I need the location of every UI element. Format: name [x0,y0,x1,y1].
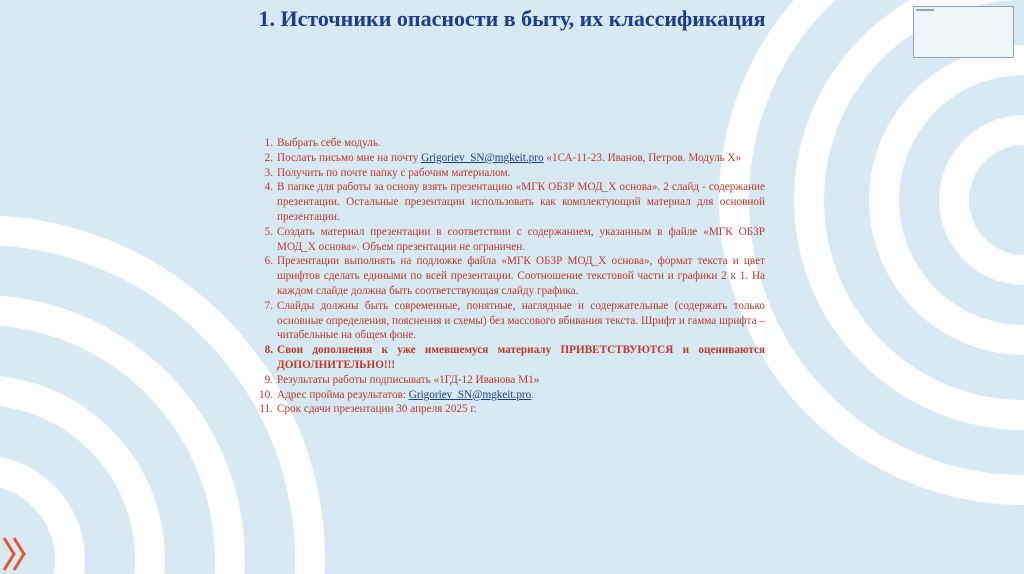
email-link[interactable]: Grigoriev_SN@mgkeit.pro [421,151,544,164]
item-number: 3. [264,166,273,179]
next-slide-arrow-icon[interactable] [0,534,34,574]
instructions-list [253,136,765,417]
item-text: Результаты работы подписывать «1ГД-12 Иванова М1» [277,373,540,386]
list-item [253,299,765,343]
list-item [253,180,765,224]
list-item [253,373,765,388]
item-text: Срок сдачи презентации 30 апреля 2025 г. [277,403,477,416]
thumbnail-caption-bar [916,9,934,11]
item-number: 8. [264,344,273,357]
list-item [253,151,765,166]
item-text: Послать письмо мне на почту [277,151,422,164]
list-item [253,343,765,373]
item-number: 4. [264,181,273,194]
list-item [253,166,765,181]
item-text: Получить по почте папку с рабочим материалом. [277,166,511,179]
item-number: 11. [259,403,273,416]
item-number: 7. [264,299,273,312]
slide-title: 1. Источники опасности в быту, их классификация [258,6,766,31]
item-text: Свои дополнения к уже имевшемуся материалу ПРИВЕТСТВУЮТСЯ и оцениваются ДОПОЛНИТЕЛЬНО!!! [277,344,765,371]
list-item [253,388,765,403]
list-item [253,254,765,298]
item-number: 6. [264,255,273,268]
list-item [253,136,765,151]
item-text: В папке для работы за основу взять презентацию «МГК ОБЗР МОД_Х основа». 2 слайд - содержание презентации. Остальные презентации использовать как комплектующий материал для основной презентации. [277,181,765,223]
instructions-panel [253,136,765,417]
item-number: 9. [264,373,273,386]
item-number: 1. [264,137,273,149]
item-text: Слайды должны быть современные, понятные, наглядные и содержательные (содержать только основные определения, пояснения и схемы) без массового вбивания текста. Шрифт и гамма шрифта – читабельные на общем фоне. [277,299,765,342]
item-number: 2. [264,151,273,164]
email-link[interactable]: Grigoriev_SN@mgkeit.pro [408,388,532,401]
item-text: Презентации выполнять на подложке файла «МГК ОБЗР МОД_Х основа», формат текста и цвет шрифтов сделать едиными по всей презентации. Соотношение текстовой части и графики 2 к 1. На каждом слайде должна быть соответствующая слайду графика. [277,255,765,297]
item-text: Адрес пройма результатов: [277,388,409,401]
list-item [253,225,765,255]
slide-thumbnail[interactable] [913,6,1014,58]
item-text: Создать материал презентации в соответствии с содержанием, указанным в файле «МГК ОБЗР МОД_Х основа». Объем презентации не ограничен. [277,225,765,253]
list-item [253,402,765,417]
item-number: 5. [264,225,273,238]
item-text: Выбрать себе модуль. [277,137,381,149]
item-text: . [531,388,535,401]
item-text: «1СА-11-23. Иванов, Петров. Модуль Х» [543,151,742,164]
item-number: 10. [259,388,273,401]
